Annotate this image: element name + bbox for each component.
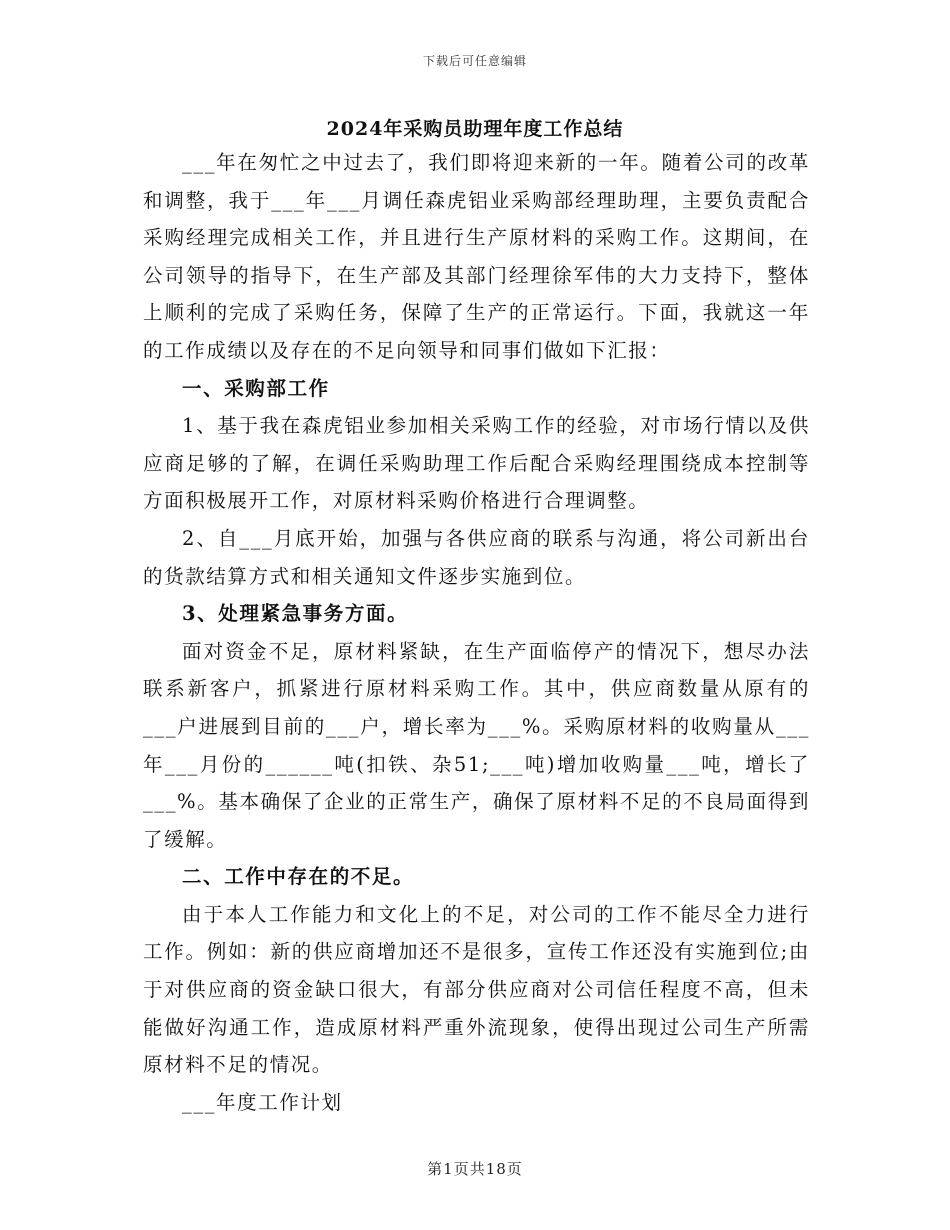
section-heading-emergency: 3、处理紧急事务方面。 xyxy=(182,602,409,626)
section-heading-purchasing: 一、采购部工作 xyxy=(182,376,330,400)
shortcomings-paragraph: 由于本人工作能力和文化上的不足，对公司的工作不能尽全力进行工作。例如：新的供应商增加还不是很多，宣传工作还没有实施到位;由于对供应商的资金缺口很大，有部分供应商对公司信任程度不高，但未能做好沟通工作，造成原材料严重外流现象，使得出现过公司生产所需原材料不足的情况。 xyxy=(143,902,810,1077)
page-number-footer: 第1页共18页 xyxy=(427,1160,523,1178)
emergency-paragraph: 面对资金不足，原材料紧缺，在生产面临停产的情况下，想尽办法联系新客户，抓紧进行原材料采购工作。其中，供应商数量从原有的___户进展到目前的___户，增长率为___%。采购原材料的收购量从___年___月份的______吨(扣铁、杂51;___吨)增加收购量___吨，增长了___%。基本确保了企业的正常生产，确保了原材料不足的不良局面得到了缓解。 xyxy=(143,639,810,851)
page-header-note: 下载后可任意编辑 xyxy=(422,54,527,68)
section-heading-shortcomings: 二、工作中存在的不足。 xyxy=(182,865,415,889)
document-title: 2024年采购员助理年度工作总结 xyxy=(326,118,624,140)
purchasing-item-1: 1、基于我在森虎铝业参加相关采购工作的经验，对市场行情以及供应商足够的了解，在调任采购助理工作后配合采购经理围绕成本控制等方面积极展开工作，对原材料采购价格进行合理调整。 xyxy=(143,414,810,513)
purchasing-item-2: 2、自___月底开始，加强与各供应商的联系与沟通，将公司新出台的货款结算方式和相关通知文件逐步实施到位。 xyxy=(143,526,810,588)
document-body xyxy=(143,144,810,1121)
annual-plan-heading: ___年度工作计划 xyxy=(182,1090,343,1114)
intro-paragraph: ___年在匆忙之中过去了，我们即将迎来新的一年。随着公司的改革和调整，我于___年___月调任森虎铝业采购部经理助理，主要负责配合采购经理完成相关工作，并且进行生产原材料的采购工作。这期间，在公司领导的指导下，在生产部及其部门经理徐军伟的大力支持下，整体上顺利的完成了采购任务，保障了生产的正常运行。下面，我就这一年的工作成绩以及存在的不足向领导和同事们做如下汇报： xyxy=(143,151,810,362)
